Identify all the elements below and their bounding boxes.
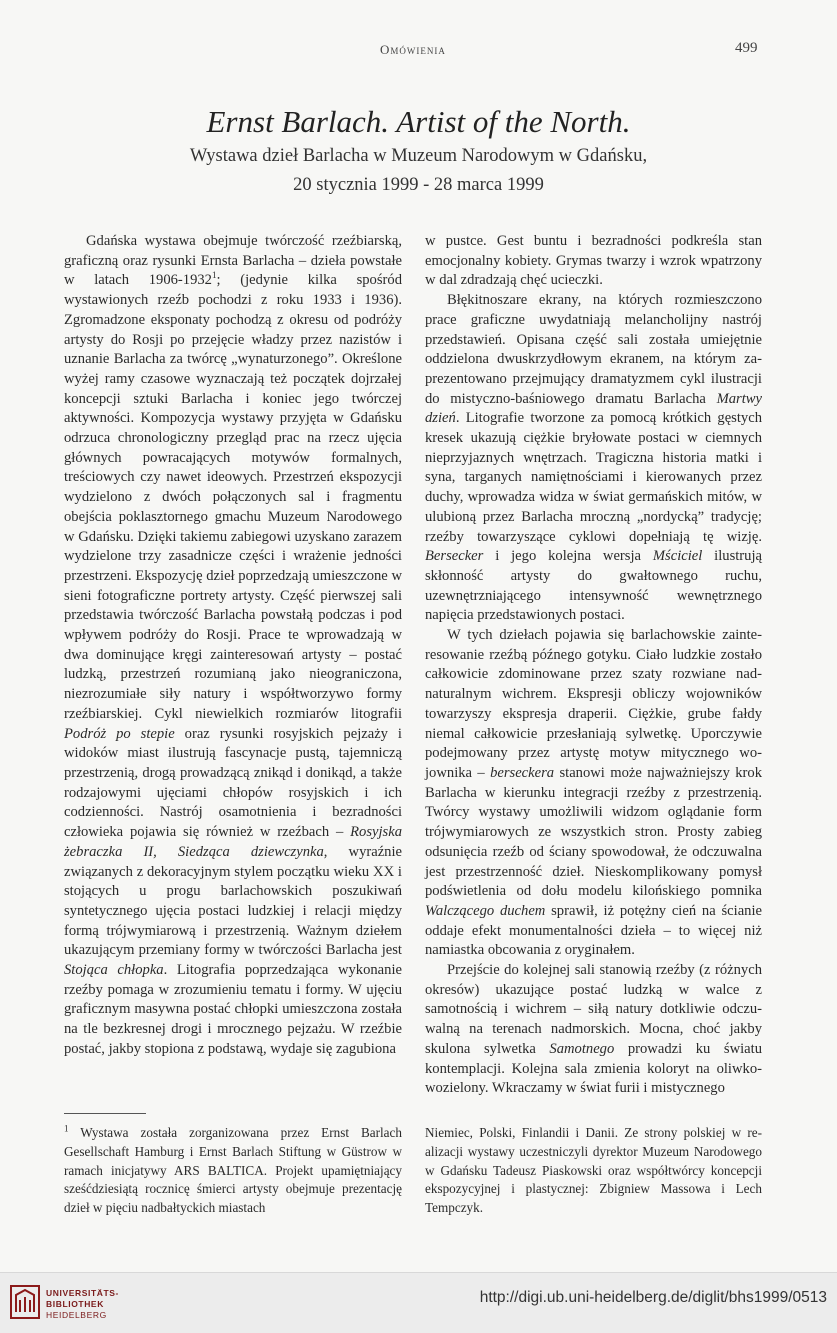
text-run: W tych dziełach pojawia się barlachowskie zainteresowanie rzeźbą późnego gotyku. Ciało ludzkie zostało całkowicie zdominowane przez szaty rozwiane nadnaturalnym wichrem. Ekspresji obliczy wojowników towarzyszy ekspresja draperii. Ciężkie, grube fałdy niemal całkowicie przesłaniają sylwetkę. Uporczywie podejmowany przez artystę motyw mitycznego wojownika – (425, 627, 762, 781)
artwork-title: Rosyjska żebraczka II, Siedząca dziewczynka (64, 824, 402, 860)
artwork-title: berseckera (490, 764, 555, 781)
text-run: Przejście do kolejnej sali stanowią rzeźby (z różnych okresów) ukazujące postać ludzką w walce z samotnością i wichrem – siłą natury dotkliwie odczuwalną na terenach nadmorskich. Mocna, choć jakby skulona sylwetka (425, 962, 762, 1057)
paragraph (64, 232, 402, 1060)
text-run: oraz rysunki rosyjskich pejzaży i widoków miast ilustrują fascynacje pustą, tajemniczą przestrzenią, drogą prowadzącą znikąd i donikąd, a także rodzajowymi ujęciami chłopów rosyjskich i ich codzienności. Nastrój osamotnienia i bezradności człowieka pojawia się również w rzeźbach – (64, 725, 402, 841)
artwork-title: Stojąca chłopka (64, 962, 164, 979)
footnote-divider (64, 1113, 146, 1114)
artwork-title: Martwy dzień (425, 390, 762, 427)
artwork-title: Walczącego duchem (425, 902, 546, 919)
viewer-footer (0, 1272, 837, 1333)
footnote-marker: 1 (64, 1123, 69, 1134)
footnote-text (425, 1124, 762, 1218)
text-run: stanowi może najważniejszy krok Barlacha w kierunku integracji rzeźby z przestrzenią. Twórcy wystawy umożliwili widzom oglądanie form trójwymiarowych ze wszystkich stron. Prosty zabieg odsunięcia rzeźb od ściany spowodował, że odczuwalna jest przestrzenność dzieł. Nieskomplikowany pomysł podświetlenia od dołu modelu kilońskiego pomnika (425, 764, 762, 900)
text-run: Błękitnoszare ekrany, na których rozmieszczono prace graficzne uwydatniają melancholijny nastrój przedstawień. Opisana część sali została umiejętnie oddzielona dwuskrzydłowym ekranem, na którym zaprezentowano przejmujący dramatyzmem cykl ilustracji do mistyczno-baśniowego dramatu Barlacha (425, 292, 762, 407)
running-head: Omówienia (380, 42, 446, 57)
permalink-url[interactable]: http://digi.ub.uni-heidelberg.de/diglit/bhs1999/0513 (479, 1289, 827, 1306)
text-run: ; (jedynie kilka spośród wystawionych rzeźb pochodzi z roku 1933 i 1936). Zgromadzone eksponaty pochodzą z okresu od podróży artysty do Rosji po przejęcie władzy przez nazistów i uznanie Barlacha za twórcę „wynaturzonego”. Określone wyżej ramy czasowe wyznaczają też początek dojrzałej koncepcji sztuki Barlacha i koniec jego twórczej aktywności. Kompozycja wystawy przyjęta w Gdańsku odrzuca chronologiczny przegląd prac na rzecz ujęcia głównych powracających motywów formalnych, treściowych czy nawet ideowych. Przestrzeń ekspozycji wydzielono z dwóch połączonych sal i fragmentu obejścia poklasztornego gmachu Muzeum Narodowego w Gdańsku. Dzięki takiemu zabiegowi uzyskano zarazem wydzielone trzy zasadnicze części i wrażenie jedności przestrzeni. Ekspozycję dzieł poprzedzają umieszczone w sieni fotograficzne portrety artysty. Część pierwszej sali przedstawia twórczość Barlacha powstałą podczas i pod wpływem podróży do Rosji. Prace te wprowadzają w dwa dominujące kręgi zainteresowań artysty – postać ludzką, przestrzeń rozumianą jako nieograniczona, niezrozumiałe siły natury i współtworzywo formy rzeźbiarskiej. Cykl niewielkich rozmiarów litografii (64, 272, 402, 722)
text-run: Wystawa została zorganizowana przez Ernst Barlach Gesellschaft Hamburg i Ernst Barlach Stiftung w Güstrow w ramach inicjatywy ARS BALTICA. Projekt upamiętniający sześćdziesiątą rocznicę śmierci artysty obejmuje prezentację dzieł w pięciu nadbałtyckich miastach (64, 1125, 402, 1216)
footnote-left (64, 1124, 402, 1218)
text-run: prowadzi ku światu kontemplacji. Kolejna sala zmienia koloryt na oliwkowozielony. Wkraczamy w świat furii i mistycznego (425, 1040, 762, 1097)
article-subtitle-line1: Wystawa dzieł Barlacha w Muzeum Narodowym w Gdańsku, (189, 146, 648, 166)
library-logo-icon[interactable] (10, 1285, 40, 1319)
text-run: , wyraźnie związanych z dekoracyjnym stylem początku wieku XX i stojących u progu barlachowskich poszukiwań syntetycznego ujęcia postaci ludzkiej i relacji między formą trójwymiarową i przestrzenią. Ważnym dziełem ukazującym przemiany formy w twórczości Barlacha jest (64, 843, 403, 959)
paragraph (425, 961, 762, 1099)
text-run: i jego kolejna wersja (483, 548, 653, 565)
text-run: Gdańska wystawa obejmuje twórczość rzeźbiarską, graficzną oraz rysunki Ernsta Barlacha – dzieła powstałe w latach 1906-1932 (64, 233, 402, 289)
text-run: w pustce. Gest buntu i bezradności podkreśla stan emocjonalny kobiety. Grymas twarzy i wzrok wpatrzony w dal zdradzają chęć ucieczki. (425, 233, 762, 289)
article-subtitle-line2: 20 stycznia 1999 - 28 marca 1999 (293, 175, 544, 195)
text-run: . Litografia poprzedzająca wykonanie rzeźby pomaga w zrozumieniu tematu i formy. W ujęciu graficznym masywna postać chłopki umieszczona została na tle bezkresnej drogi i mrocznego pejzażu. W rzeźbie postać, jakby stopiona z podstawą, wydaje się zagubiona (64, 962, 402, 1057)
footnote-text (64, 1124, 402, 1218)
paragraph (425, 626, 762, 961)
footnote-right (425, 1124, 762, 1218)
artwork-title: Mściciel (652, 548, 703, 565)
page-number: 499 (735, 40, 758, 56)
text-run: Niemiec, Polski, Finlandii i Danii. Ze strony polskiej w realizacji wystawy uczestniczyli dyrektor Muzeum Narodowego w Gdańsku Tadeusz Piaskowski oraz współtwórcy koncepcji ekspozycyjnej i plastycznej: Zbigniew Massowa i Lech Tempczyk. (425, 1125, 762, 1216)
text-run: sprawił, iż potężny cień na ścianie oddaje efekt monumentalności dzieła – to więcej niż namiastka obcowania z oryginałem. (425, 902, 763, 959)
paragraph (425, 232, 762, 291)
text-run: . Litografie tworzone za pomocą krótkich gęstych kresek ukazują ciężkie bryłowate postaci w ciemnych nieprzyjaznych wnętrzach. Tragiczna historia matki i syna, targanych namiętnościami i kierowanych przez duchy, wprowadza widza w świat germańskich mitów, w ulubioną przez Barlacha mroczną „nordycką” tradycję; rzeźby towarzyszące cyklowi dopełniają tę wizję. (425, 410, 762, 545)
library-name-line2: BIBLIOTHEK (46, 1299, 104, 1309)
library-name-line3: HEIDELBERG (46, 1310, 107, 1320)
artwork-title: Podróż po stepie (64, 725, 175, 742)
text-run: ilustrują skłonność artysty do gwałtownego ruchu, uzewnętrzniającego intensywność wewnętrznego napięcia przedstawionych postaci. (425, 548, 763, 624)
library-name-line1: UNIVERSITÄTS- (46, 1288, 119, 1298)
article-title: Ernst Barlach. Artist of the North. (206, 104, 631, 139)
paragraph (425, 291, 762, 626)
right-column (425, 232, 762, 1099)
artwork-title: Bersecker (425, 548, 484, 565)
artwork-title: Samotnego (549, 1040, 615, 1057)
footnote-reference: 1 (211, 270, 217, 281)
left-column (64, 232, 402, 1060)
